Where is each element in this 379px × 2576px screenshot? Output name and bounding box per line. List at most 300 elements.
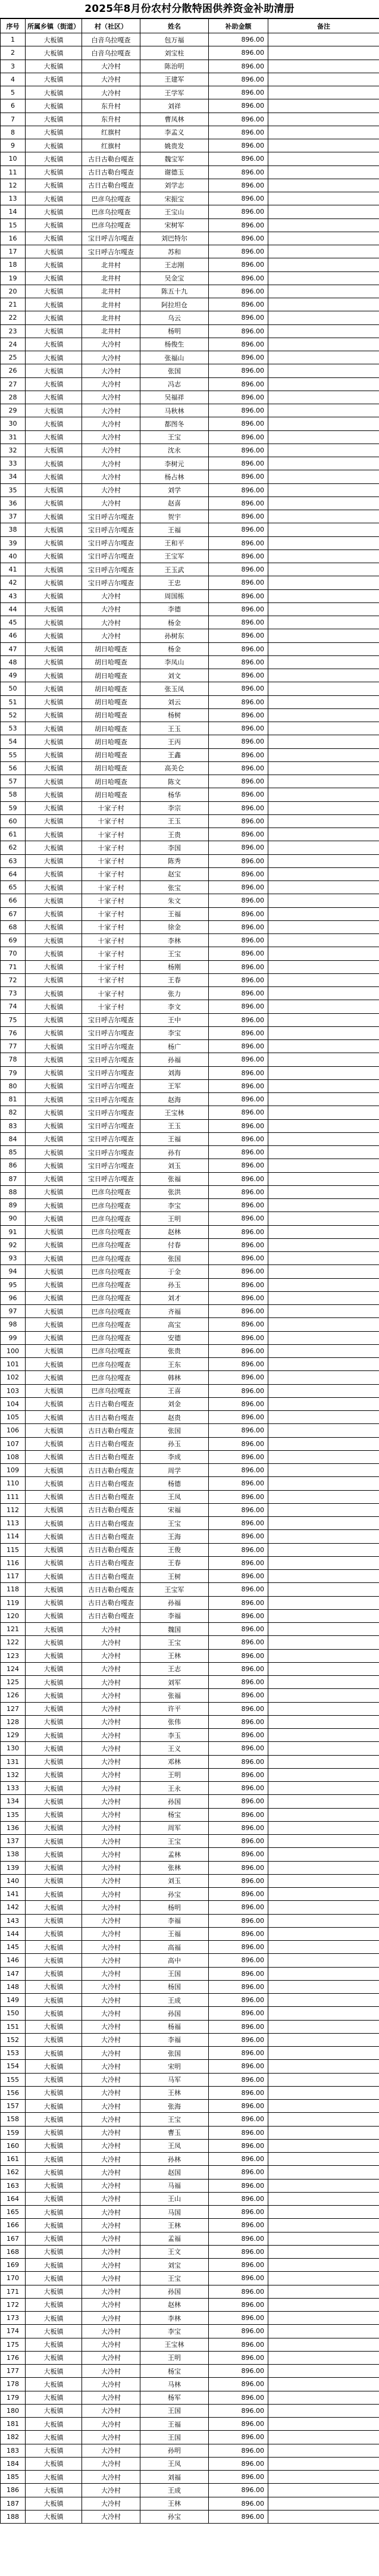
row-village: 大冷村 (82, 1980, 140, 1993)
row-village: 大冷村 (82, 1901, 140, 1914)
row-name: 王宝军 (140, 1583, 209, 1596)
row-town: 大板镇 (26, 2086, 82, 2099)
row-amount: 896.00 (209, 126, 268, 139)
row-amount: 896.00 (209, 46, 268, 60)
row-amount: 896.00 (209, 483, 268, 497)
row-note (268, 1848, 379, 1861)
row-amount: 896.00 (209, 1874, 268, 1887)
row-index: 29 (1, 404, 26, 417)
table-row (1, 2431, 379, 2444)
row-village: 大冷村 (82, 483, 140, 497)
row-village: 大冷村 (82, 2047, 140, 2060)
row-name: 都图冬 (140, 417, 209, 430)
row-name: 王成 (140, 1994, 209, 2007)
row-village: 大冷村 (82, 589, 140, 602)
row-index: 141 (1, 1888, 26, 1901)
table-row (1, 1517, 379, 1530)
row-note (268, 1371, 379, 1384)
table-row (1, 46, 379, 60)
row-note (268, 1676, 379, 1689)
row-name: 李林 (140, 2312, 209, 2325)
row-name: 王宝 (140, 2272, 209, 2285)
row-note (268, 2418, 379, 2431)
table-row (1, 1000, 379, 1013)
row-note (268, 589, 379, 602)
row-town: 大板镇 (26, 113, 82, 126)
row-village: 大冷村 (82, 351, 140, 364)
row-town: 大板镇 (26, 761, 82, 775)
row-village: 宝日呼吉尔嘎查 (82, 1132, 140, 1145)
row-amount: 896.00 (209, 2153, 268, 2166)
table-row (1, 2086, 379, 2099)
table-row (1, 735, 379, 748)
row-town: 大板镇 (26, 616, 82, 629)
row-index: 107 (1, 1437, 26, 1450)
row-note (268, 761, 379, 775)
row-amount: 896.00 (209, 2431, 268, 2444)
row-name: 王丙 (140, 735, 209, 748)
row-name: 马福 (140, 2179, 209, 2192)
row-name: 王林 (140, 2219, 209, 2232)
row-village: 古日古勒台嘎查 (82, 1437, 140, 1450)
table-header-row (1, 19, 379, 33)
table-row (1, 1225, 379, 1238)
row-town: 大板镇 (26, 2391, 82, 2404)
row-name: 王义 (140, 1742, 209, 1755)
row-village: 大冷村 (82, 2113, 140, 2126)
row-name: 刘福 (140, 2471, 209, 2484)
row-town: 大板镇 (26, 1132, 82, 1145)
row-note (268, 152, 379, 166)
row-town: 大板镇 (26, 1053, 82, 1066)
row-town: 大板镇 (26, 1093, 82, 1106)
row-name: 孙玉 (140, 1437, 209, 1450)
row-village: 宝日呼吉尔嘎查 (82, 1159, 140, 1172)
table-row (1, 179, 379, 192)
row-note (268, 2206, 379, 2219)
table-row (1, 1980, 379, 1993)
row-index: 186 (1, 2484, 26, 2497)
row-town: 大板镇 (26, 1119, 82, 1132)
row-amount: 896.00 (209, 2206, 268, 2219)
row-town: 大板镇 (26, 364, 82, 377)
row-town: 大板镇 (26, 2351, 82, 2364)
table-row (1, 2007, 379, 2020)
header-town: 所属乡镇（街道） (26, 19, 82, 33)
row-note (268, 881, 379, 894)
table-row (1, 1040, 379, 1053)
row-name: 于金 (140, 1265, 209, 1278)
table-row (1, 2484, 379, 2497)
row-name: 王林 (140, 1649, 209, 1662)
row-village: 大冷村 (82, 470, 140, 483)
row-amount: 896.00 (209, 1888, 268, 1901)
row-town: 大板镇 (26, 1715, 82, 1728)
row-index: 74 (1, 1000, 26, 1013)
row-index: 170 (1, 2272, 26, 2285)
row-amount: 896.00 (209, 1252, 268, 1265)
row-town: 大板镇 (26, 2232, 82, 2245)
row-name: 李宝 (140, 2325, 209, 2338)
row-village: 大冷村 (82, 2391, 140, 2404)
table-row (1, 1212, 379, 1225)
row-village: 巴彦乌拉嘎查 (82, 1185, 140, 1198)
row-index: 135 (1, 1808, 26, 1821)
row-note (268, 549, 379, 563)
row-name: 吴金宝 (140, 271, 209, 285)
row-town: 大板镇 (26, 549, 82, 563)
table-row (1, 973, 379, 986)
row-village: 古日古勒台嘎查 (82, 1490, 140, 1503)
table-row (1, 1755, 379, 1768)
row-town: 大板镇 (26, 828, 82, 841)
row-note (268, 1384, 379, 1397)
row-note (268, 232, 379, 245)
row-village: 古日古勒台嘎查 (82, 152, 140, 166)
row-town: 大板镇 (26, 1901, 82, 1914)
row-village: 大冷村 (82, 2153, 140, 2166)
row-name: 邓林 (140, 1755, 209, 1768)
row-note (268, 2166, 379, 2179)
row-town: 大板镇 (26, 245, 82, 258)
row-index: 57 (1, 775, 26, 788)
row-village: 古日古勒台嘎查 (82, 1411, 140, 1424)
row-name: 王文 (140, 2245, 209, 2258)
row-amount: 896.00 (209, 2298, 268, 2311)
row-amount: 896.00 (209, 1013, 268, 1026)
row-village: 巴彦乌拉嘎查 (82, 1384, 140, 1397)
row-town: 大板镇 (26, 1305, 82, 1318)
row-note (268, 907, 379, 920)
row-name: 王中 (140, 1013, 209, 1026)
table-row (1, 1662, 379, 1675)
row-note (268, 1490, 379, 1503)
row-index: 142 (1, 1901, 26, 1914)
row-amount: 896.00 (209, 814, 268, 828)
row-note (268, 1927, 379, 1940)
row-name: 杨树 (140, 708, 209, 722)
row-village: 古日古勒台嘎查 (82, 1397, 140, 1410)
row-amount: 896.00 (209, 1437, 268, 1450)
row-index: 73 (1, 987, 26, 1000)
row-town: 大板镇 (26, 2338, 82, 2351)
row-amount: 896.00 (209, 973, 268, 986)
table-row (1, 1914, 379, 1927)
row-town: 大板镇 (26, 1371, 82, 1384)
table-row (1, 2126, 379, 2139)
row-town: 大板镇 (26, 1424, 82, 1437)
table-row (1, 2232, 379, 2245)
row-amount: 896.00 (209, 2047, 268, 2060)
row-village: 胡日哈嘎查 (82, 761, 140, 775)
row-village: 大冷村 (82, 2086, 140, 2099)
row-name: 张宝 (140, 881, 209, 894)
row-note (268, 1106, 379, 1119)
row-note (268, 364, 379, 377)
row-index: 112 (1, 1503, 26, 1516)
row-name: 赵喜 (140, 497, 209, 510)
row-note (268, 1715, 379, 1728)
table-row (1, 1530, 379, 1543)
row-note (268, 1066, 379, 1079)
row-name: 刘学志 (140, 179, 209, 192)
row-note (268, 775, 379, 788)
row-note (268, 2510, 379, 2523)
row-town: 大板镇 (26, 2431, 82, 2444)
table-row (1, 1503, 379, 1516)
row-index: 89 (1, 1199, 26, 1212)
table-row (1, 2391, 379, 2404)
row-name: 刘宝柱 (140, 46, 209, 60)
row-index: 164 (1, 2192, 26, 2205)
row-village: 大冷村 (82, 2484, 140, 2497)
row-index: 187 (1, 2497, 26, 2510)
row-note (268, 1331, 379, 1344)
row-name: 王永 (140, 1782, 209, 1795)
row-amount: 896.00 (209, 828, 268, 841)
table-row (1, 1305, 379, 1318)
row-village: 大冷村 (82, 1927, 140, 1940)
table-row (1, 139, 379, 152)
row-index: 126 (1, 1689, 26, 1702)
row-amount: 896.00 (209, 179, 268, 192)
row-town: 大板镇 (26, 1026, 82, 1039)
row-amount: 896.00 (209, 2259, 268, 2272)
row-index: 4 (1, 73, 26, 86)
row-village: 北井村 (82, 324, 140, 338)
row-village: 大冷村 (82, 2272, 140, 2285)
row-town: 大板镇 (26, 881, 82, 894)
row-amount: 896.00 (209, 867, 268, 880)
table-row (1, 1384, 379, 1397)
row-town: 大板镇 (26, 99, 82, 113)
row-index: 166 (1, 2219, 26, 2232)
row-town: 大板镇 (26, 2404, 82, 2417)
row-village: 大冷村 (82, 1742, 140, 1755)
row-town: 大板镇 (26, 470, 82, 483)
row-village: 胡日哈嘎查 (82, 669, 140, 682)
row-town: 大板镇 (26, 1172, 82, 1185)
row-village: 巴彦乌拉嘎查 (82, 1358, 140, 1371)
row-amount: 896.00 (209, 1291, 268, 1304)
table-row (1, 708, 379, 722)
row-note (268, 33, 379, 46)
table-row (1, 2206, 379, 2219)
row-amount: 896.00 (209, 166, 268, 179)
table-row (1, 1689, 379, 1702)
row-village: 巴彦乌拉嘎查 (82, 1252, 140, 1265)
row-amount: 896.00 (209, 245, 268, 258)
row-amount: 896.00 (209, 324, 268, 338)
row-amount: 896.00 (209, 1384, 268, 1397)
row-village: 大冷村 (82, 404, 140, 417)
row-amount: 896.00 (209, 841, 268, 854)
row-village: 巴彦乌拉嘎查 (82, 218, 140, 232)
row-index: 162 (1, 2166, 26, 2179)
row-village: 古日古勒台嘎查 (82, 1596, 140, 1609)
row-village: 胡日哈嘎查 (82, 655, 140, 669)
row-village: 宝日呼吉尔嘎查 (82, 576, 140, 589)
row-index: 114 (1, 1530, 26, 1543)
row-note (268, 1941, 379, 1954)
row-name: 杨金 (140, 642, 209, 655)
row-town: 大板镇 (26, 60, 82, 73)
row-town: 大板镇 (26, 669, 82, 682)
row-amount: 896.00 (209, 1556, 268, 1569)
row-note (268, 1172, 379, 1185)
table-row (1, 2219, 379, 2232)
row-village: 古日古勒台嘎查 (82, 1556, 140, 1569)
row-amount: 896.00 (209, 1411, 268, 1424)
row-town: 大板镇 (26, 73, 82, 86)
table-row (1, 987, 379, 1000)
row-note (268, 2471, 379, 2484)
row-amount: 896.00 (209, 1305, 268, 1318)
table-row (1, 1570, 379, 1583)
row-index: 91 (1, 1225, 26, 1238)
table-row (1, 483, 379, 497)
row-village: 大冷村 (82, 2338, 140, 2351)
table-row (1, 1411, 379, 1424)
row-amount: 896.00 (209, 1596, 268, 1609)
row-village: 宝日呼吉尔嘎查 (82, 1172, 140, 1185)
row-village: 十家子村 (82, 801, 140, 814)
row-name: 王和平 (140, 536, 209, 549)
row-note (268, 179, 379, 192)
row-note (268, 2060, 379, 2073)
row-amount: 896.00 (209, 2219, 268, 2232)
row-note (268, 2312, 379, 2325)
row-index: 160 (1, 2139, 26, 2152)
row-name: 姚贵发 (140, 139, 209, 152)
row-amount: 896.00 (209, 1371, 268, 1384)
subsidy-table (0, 18, 379, 2524)
row-village: 大冷村 (82, 2431, 140, 2444)
row-town: 大板镇 (26, 1358, 82, 1371)
row-town: 大板镇 (26, 748, 82, 761)
row-village: 大冷村 (82, 391, 140, 404)
row-town: 大板镇 (26, 232, 82, 245)
row-amount: 896.00 (209, 1782, 268, 1795)
row-index: 165 (1, 2206, 26, 2219)
row-town: 大板镇 (26, 1212, 82, 1225)
row-index: 130 (1, 1742, 26, 1755)
row-town: 大板镇 (26, 1225, 82, 1238)
row-name: 孙宝 (140, 1888, 209, 1901)
row-name: 杨金 (140, 616, 209, 629)
row-village: 大冷村 (82, 364, 140, 377)
row-index: 109 (1, 1464, 26, 1477)
row-name: 张福 (140, 1172, 209, 1185)
row-index: 45 (1, 616, 26, 629)
row-note (268, 46, 379, 60)
row-amount: 896.00 (209, 854, 268, 867)
row-note (268, 1517, 379, 1530)
row-note (268, 1782, 379, 1795)
row-amount: 896.00 (209, 1689, 268, 1702)
row-index: 85 (1, 1146, 26, 1159)
row-town: 大板镇 (26, 457, 82, 470)
row-village: 大冷村 (82, 616, 140, 629)
row-village: 北井村 (82, 311, 140, 324)
row-town: 大板镇 (26, 311, 82, 324)
row-name: 王志 (140, 1662, 209, 1675)
row-note (268, 1609, 379, 1622)
row-note (268, 1079, 379, 1092)
row-note (268, 430, 379, 444)
row-town: 大板镇 (26, 602, 82, 616)
row-name: 王凤 (140, 2457, 209, 2470)
row-village: 大冷村 (82, 1994, 140, 2007)
row-village: 巴彦乌拉嘎查 (82, 1318, 140, 1331)
row-village: 大冷村 (82, 602, 140, 616)
row-amount: 896.00 (209, 2245, 268, 2258)
row-name: 曹玉 (140, 2126, 209, 2139)
row-amount: 896.00 (209, 907, 268, 920)
row-amount: 896.00 (209, 86, 268, 99)
row-note (268, 1291, 379, 1304)
row-index: 98 (1, 1318, 26, 1331)
row-index: 79 (1, 1066, 26, 1079)
row-amount: 896.00 (209, 1835, 268, 1848)
row-index: 71 (1, 960, 26, 973)
row-name: 刘巴特尔 (140, 232, 209, 245)
row-name: 王福 (140, 523, 209, 536)
row-note (268, 801, 379, 814)
table-row (1, 1252, 379, 1265)
row-index: 136 (1, 1821, 26, 1834)
row-note (268, 1424, 379, 1437)
row-village: 大冷村 (82, 1768, 140, 1781)
row-name: 王林 (140, 2086, 209, 2099)
row-amount: 896.00 (209, 761, 268, 775)
row-name: 王林 (140, 2497, 209, 2510)
row-amount: 896.00 (209, 1450, 268, 1463)
row-village: 宝日呼吉尔嘎查 (82, 1079, 140, 1092)
row-index: 96 (1, 1291, 26, 1304)
row-note (268, 2153, 379, 2166)
row-village: 大冷村 (82, 2245, 140, 2258)
row-amount: 896.00 (209, 1543, 268, 1556)
table-row (1, 338, 379, 351)
row-town: 大板镇 (26, 1040, 82, 1053)
row-note (268, 2100, 379, 2113)
row-town: 大板镇 (26, 1861, 82, 1874)
row-index: 94 (1, 1265, 26, 1278)
row-village: 十家子村 (82, 1000, 140, 1013)
row-name: 李玉 (140, 1729, 209, 1742)
row-village: 古日古勒台嘎查 (82, 1609, 140, 1622)
row-name: 张国 (140, 2047, 209, 2060)
row-town: 大板镇 (26, 1623, 82, 1636)
row-town: 大板镇 (26, 695, 82, 708)
row-town: 大板镇 (26, 682, 82, 695)
row-amount: 896.00 (209, 1742, 268, 1755)
row-index: 47 (1, 642, 26, 655)
row-index: 66 (1, 894, 26, 907)
row-note (268, 1874, 379, 1887)
row-town: 大板镇 (26, 2113, 82, 2126)
row-town: 大板镇 (26, 2365, 82, 2378)
table-row (1, 457, 379, 470)
table-row (1, 1649, 379, 1662)
row-town: 大板镇 (26, 2497, 82, 2510)
row-index: 125 (1, 1676, 26, 1689)
row-village: 大冷村 (82, 2166, 140, 2179)
row-name: 王成 (140, 2484, 209, 2497)
row-amount: 896.00 (209, 1609, 268, 1622)
row-town: 大板镇 (26, 1397, 82, 1410)
